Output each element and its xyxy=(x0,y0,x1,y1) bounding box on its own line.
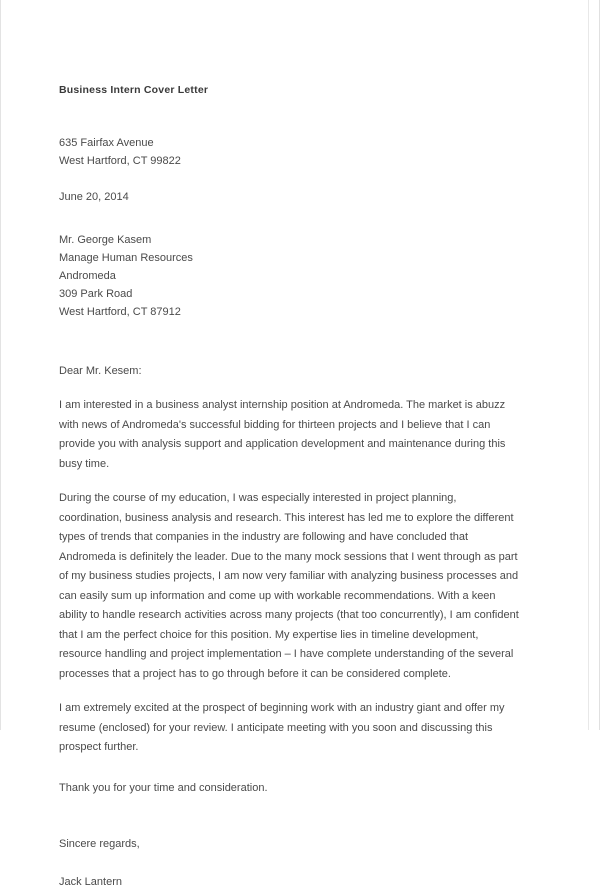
sign-off xyxy=(59,835,519,853)
body-paragraph: I am interested in a business analyst internship position at Andromeda. The market is abuzz with news of Andromeda's successful bidding for thirteen projects and I believe that I can provide you with analysis support and application development and maintenance during this busy time. xyxy=(59,399,506,470)
sign-off-text: Sincere regards, xyxy=(59,837,140,850)
signature-name xyxy=(59,873,519,891)
recipient-city-state-zip: West Hartford, CT 87912 xyxy=(59,306,181,318)
page-title: Business Intern Cover Letter xyxy=(59,84,209,96)
thanks-text: Thank you for your time and consideration. xyxy=(59,781,268,794)
signer-name-text: Jack Lantern xyxy=(59,875,122,888)
body-paragraph: I am extremely excited at the prospect of beginning work with an industry giant and offer my resume (enclosed) for your review. I anticipate meeting with you soon and discussing this prospect further. xyxy=(59,702,505,753)
salutation-text: Dear Mr. Kesem: xyxy=(59,365,142,377)
salutation xyxy=(59,362,519,380)
recipient-title: Manage Human Resources xyxy=(59,252,193,264)
sender-address-line: 635 Fairfax Avenue xyxy=(59,137,154,149)
recipient-company: Andromeda xyxy=(59,270,116,282)
closing-thanks xyxy=(59,779,519,797)
letter-content xyxy=(59,0,519,891)
recipient-street: 309 Park Road xyxy=(59,288,133,300)
letter-date xyxy=(59,188,519,206)
recipient-name: Mr. George Kasem xyxy=(59,234,152,246)
date-text: June 20, 2014 xyxy=(59,191,129,203)
sender-address-line: West Hartford, CT 99822 xyxy=(59,155,181,167)
body-paragraph: During the course of my education, I was especially interested in project planning, coordination, business analysis and research. This interest has led me to explore the different types of trends that companies in the industry are following and have concluded that Andromeda is definitely the leader. Due to the many mock sessions that I went through as part of my business studies projects, I am now very familiar with analyzing business processes and can easily sum up information and come up with workable recommendations. With a keen ability to handle research activities across many projects (that too concurrently), I am confident that I am the perfect choice for this position. My expertise lies in timeline development, resource handling and project implementation – I have complete understanding of the several processes that a project has to go through before it can be considered complete. xyxy=(59,492,519,680)
sender-address-block xyxy=(59,134,519,170)
recipient-address-block xyxy=(59,231,519,321)
